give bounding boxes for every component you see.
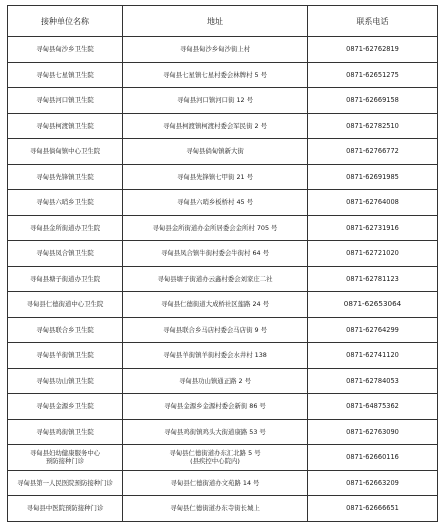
cell-address-line: 寻甸县仁德街道办东汇北路 5 号 (169, 449, 261, 458)
cell-phone: 0871-62721020 (308, 241, 438, 267)
cell-phone: 0871-64875362 (308, 394, 438, 420)
cell-site-name: 寻甸县塘子街道办卫生院 (8, 266, 123, 292)
cell-address (123, 445, 308, 471)
cell-address: 寻甸县河口镇河口街 12 号 (123, 88, 308, 114)
cell-address: 寻甸县塘子街道办云鑫村委会刘家庄二社 (123, 266, 308, 292)
cell-phone: 0871-62784053 (308, 368, 438, 394)
cell-address: 寻甸县倘甸镇新大街 (123, 139, 308, 165)
table-row (8, 496, 438, 522)
cell-phone: 0871-62781123 (308, 266, 438, 292)
cell-site-name: 寻甸县联合乡卫生院 (8, 317, 123, 343)
table-row (8, 419, 438, 445)
cell-site-name: 寻甸县金所街道办卫生院 (8, 215, 123, 241)
cell-address: 寻甸县七星镇七星村委会林牌村 5 号 (123, 62, 308, 88)
cell-address: 寻甸县六哨乡板桥村 45 号 (123, 190, 308, 216)
cell-site-name: 寻甸县鸡街镇卫生院 (8, 419, 123, 445)
table-row (8, 215, 438, 241)
cell-address: 寻甸县先锋镇七甲街 21 号 (123, 164, 308, 190)
cell-address: 寻甸县甸沙乡甸沙街上村 (123, 37, 308, 63)
table-row (8, 317, 438, 343)
table-row (8, 164, 438, 190)
cell-site-name: 寻甸县功山镇卫生院 (8, 368, 123, 394)
cell-phone: 0871-62653064 (308, 292, 438, 318)
cell-site-name: 寻甸县柯渡镇卫生院 (8, 113, 123, 139)
cell-address: 寻甸县柯渡镇柯渡村委会军民街 2 号 (123, 113, 308, 139)
table-row (8, 37, 438, 63)
table-row (8, 241, 438, 267)
table-row (8, 343, 438, 369)
cell-site-name: 寻甸县金源乡卫生院 (8, 394, 123, 420)
table-row (8, 113, 438, 139)
cell-phone: 0871-62691985 (308, 164, 438, 190)
cell-site-name: 寻甸县先锋镇卫生院 (8, 164, 123, 190)
cell-phone: 0871-62762819 (308, 37, 438, 63)
cell-address: 寻甸县联合乡马店村委会马店街 9 号 (123, 317, 308, 343)
table-row (8, 62, 438, 88)
cell-address: 寻甸县金源乡金源村委会新街 86 号 (123, 394, 308, 420)
header-phone: 联系电话 (308, 6, 438, 37)
cell-site-name: 寻甸县倘甸镇中心卫生院 (8, 139, 123, 165)
table-header-row (8, 6, 438, 37)
cell-phone: 0871-62763090 (308, 419, 438, 445)
table-row (8, 266, 438, 292)
table-row (8, 445, 438, 471)
cell-site-name: 寻甸县甸沙乡卫生院 (8, 37, 123, 63)
cell-site-name: 寻甸县河口镇卫生院 (8, 88, 123, 114)
table-row (8, 88, 438, 114)
cell-site-name: 寻甸县六哨乡卫生院 (8, 190, 123, 216)
cell-phone: 0871-62782510 (308, 113, 438, 139)
table-row (8, 470, 438, 496)
cell-address: 寻甸县功山镇通正路 2 号 (123, 368, 308, 394)
cell-site-name-line: 寻甸县妇幼健康服务中心 (29, 449, 101, 458)
cell-address: 寻甸县仁德街道大成桥社区莲路 24 号 (123, 292, 308, 318)
table-row (8, 368, 438, 394)
cell-site-name-line: 预防接种门诊 (45, 457, 85, 466)
cell-address: 寻甸县凤合镇牛街村委会牛街村 64 号 (123, 241, 308, 267)
header-address: 地址 (123, 6, 308, 37)
vaccination-sites-table (7, 5, 438, 522)
cell-site-name (8, 445, 123, 471)
cell-phone: 0871-62741120 (308, 343, 438, 369)
cell-phone: 0871-62663209 (308, 470, 438, 496)
table-row (8, 292, 438, 318)
cell-address-line: (县疾控中心院内) (190, 457, 240, 466)
cell-address: 寻甸县鸡街镇鸡头大街道康路 53 号 (123, 419, 308, 445)
cell-phone: 0871-62651275 (308, 62, 438, 88)
cell-site-name: 寻甸县凤合镇卫生院 (8, 241, 123, 267)
table-row (8, 190, 438, 216)
cell-phone: 0871-62764299 (308, 317, 438, 343)
vaccination-sites-sheet (7, 5, 437, 522)
cell-site-name: 寻甸县七星镇卫生院 (8, 62, 123, 88)
cell-phone: 0871-62666651 (308, 496, 438, 522)
cell-site-name: 寻甸县第一人民医院预防接种门诊 (8, 470, 123, 496)
cell-site-name: 寻甸县中医院预防接种门诊 (8, 496, 123, 522)
cell-phone: 0871-62669158 (308, 88, 438, 114)
cell-site-name: 寻甸县羊街镇卫生院 (8, 343, 123, 369)
cell-address: 寻甸县金所街道办金所居委会金所村 705 号 (123, 215, 308, 241)
header-site-name: 接种单位名称 (8, 6, 123, 37)
cell-phone: 0871-62731916 (308, 215, 438, 241)
table-row (8, 394, 438, 420)
cell-address: 寻甸县羊街镇羊街村委会水井村 138 (123, 343, 308, 369)
cell-address: 寻甸县仁德街道办文苑路 14 号 (123, 470, 308, 496)
cell-phone: 0871-62764008 (308, 190, 438, 216)
cell-site-name: 寻甸县仁德街道中心卫生院 (8, 292, 123, 318)
cell-phone: 0871-62766772 (308, 139, 438, 165)
table-body (8, 37, 438, 522)
cell-phone: 0871-62660116 (308, 445, 438, 471)
table-row (8, 139, 438, 165)
cell-address: 寻甸县仁德街道办东寺街长城上 (123, 496, 308, 522)
